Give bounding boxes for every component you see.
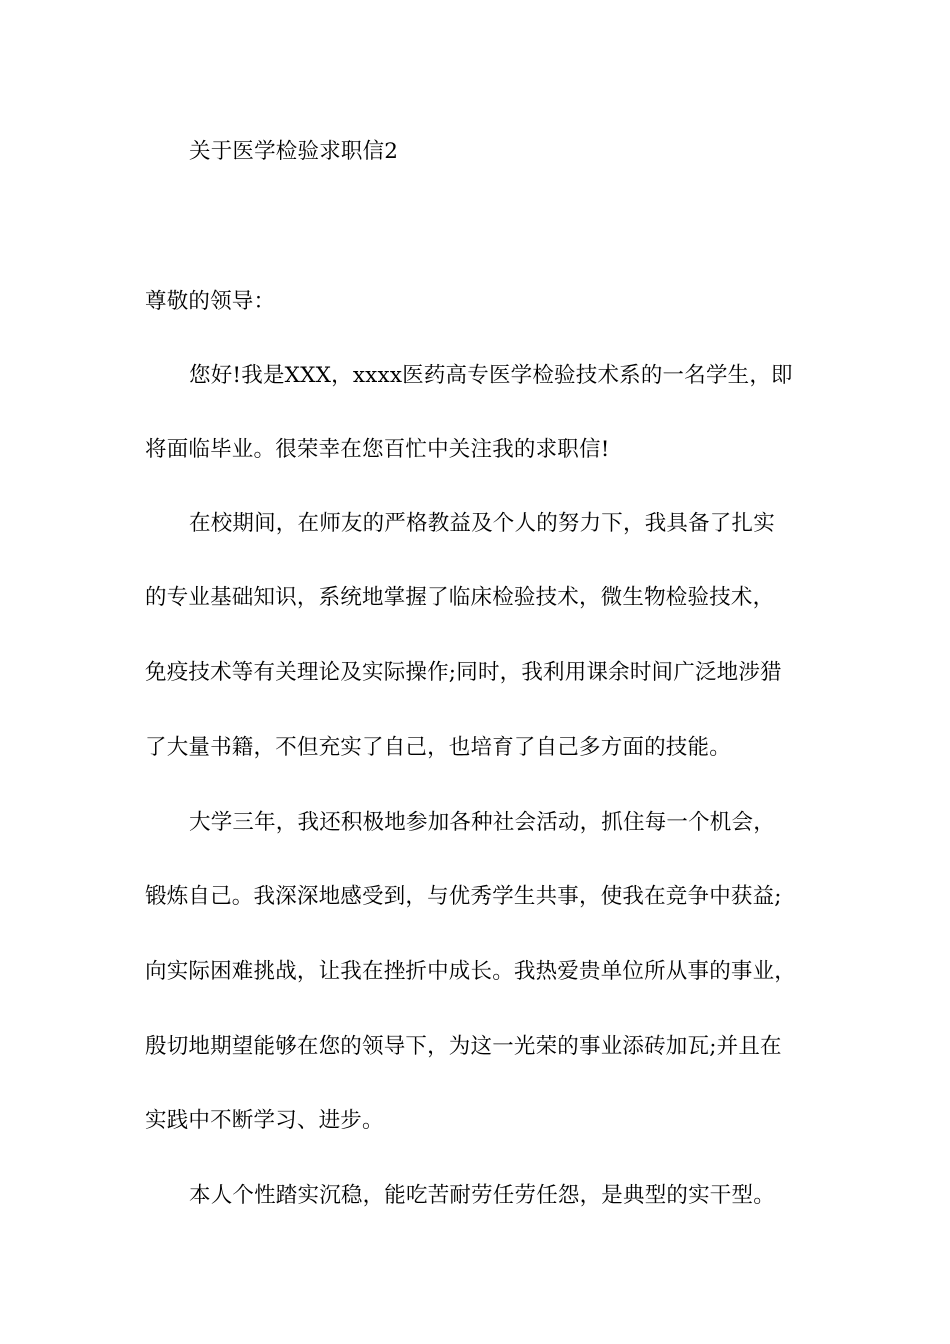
body-line: 殷切地期望能够在您的领导下，为这一光荣的事业添砖加瓦;并且在 (145, 1034, 782, 1059)
body-line: 大学三年，我还积极地参加各种社会活动，抓住每一个机会， (189, 810, 775, 835)
body-line: 实践中不断学习、进步。 (145, 1108, 384, 1133)
body-line: 将面临毕业。很荣幸在您百忙中关注我的求职信! (145, 437, 610, 462)
body-line: 了大量书籍，不但充实了自己，也培育了自己多方面的技能。 (145, 735, 731, 760)
body-line: 锻炼自己。我深深地感受到，与优秀学生共事，使我在竞争中获益; (145, 884, 782, 909)
body-line: 您好!我是XXX，xxxx医药高专医学检验技术系的一名学生，即 (189, 363, 793, 388)
document-title: 关于医学检验求职信2 (189, 139, 399, 164)
body-line: 的专业基础知识，系统地掌握了临床检验技术，微生物检验技术， (145, 585, 775, 610)
body-line: 免疫技术等有关理论及实际操作;同时，我利用课余时间广泛地涉猎 (145, 660, 782, 685)
salutation: 尊敬的领导： (145, 289, 276, 314)
body-line: 在校期间，在师友的严格教益及个人的努力下，我具备了扎实 (189, 511, 775, 536)
body-line: 本人个性踏实沉稳，能吃苦耐劳任劳任怨，是典型的实干型。 (189, 1183, 775, 1208)
body-line: 向实际困难挑战，让我在挫折中成长。我热爱贵单位所从事的事业， (145, 959, 797, 984)
